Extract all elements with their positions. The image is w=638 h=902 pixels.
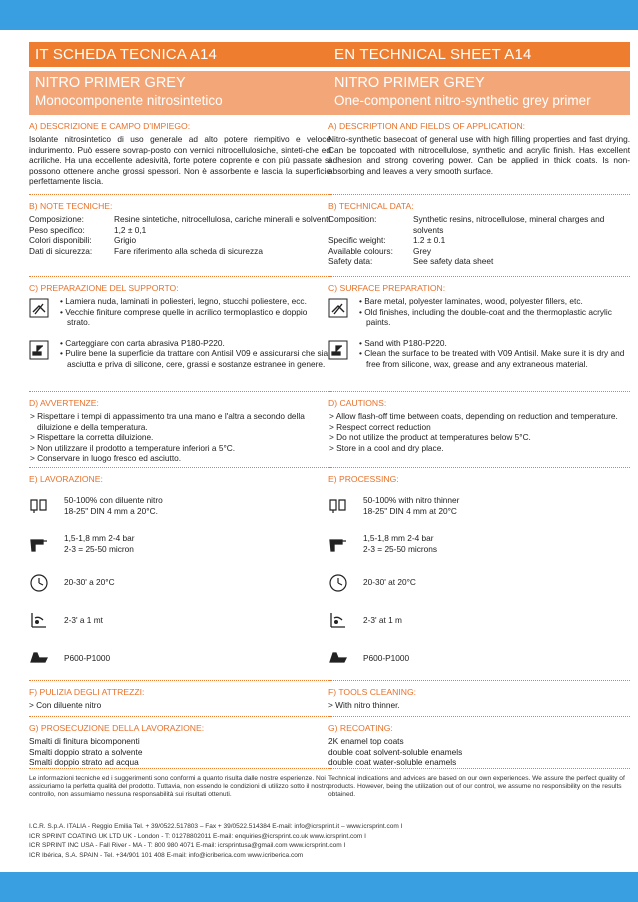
row-value: Synthetic resins, nitrocellulose, mineral charges and solvents <box>413 214 605 235</box>
row-key: Specific weight: <box>328 235 386 246</box>
sander-icon <box>29 648 49 668</box>
distance-icon <box>29 610 49 630</box>
recoat-line: Smalti doppio strato ad acqua <box>29 757 139 768</box>
row-key: Composition: <box>328 214 377 224</box>
row-key: Peso specifico: <box>29 224 85 235</box>
section-b <box>29 195 331 277</box>
surface-list <box>358 296 630 328</box>
recoat-line: Smalti doppio strato a solvente <box>29 746 143 757</box>
section-title: C) SURFACE PREPARATION: <box>328 283 446 293</box>
list-item: > Allow flash-off time between coats, depending on reduction and temperature. <box>329 411 618 421</box>
list-item: • Carteggiare con carta abrasiva P180-P220. <box>60 337 225 348</box>
table-row <box>328 235 630 246</box>
spray-gun-icon <box>29 534 49 554</box>
top-band <box>0 0 638 30</box>
list-item: > Rispettare la corretta diluizione. <box>30 432 154 443</box>
row-key: Colori disponibili: <box>29 235 92 246</box>
tech-table <box>328 214 630 267</box>
process-text: P600-P1000 <box>363 652 410 663</box>
process-row <box>328 563 630 601</box>
product-header <box>328 71 630 115</box>
viscosity-cup-icon <box>29 496 49 516</box>
list-item: • Sand with P180-P220. <box>359 337 447 348</box>
table-row <box>328 256 630 267</box>
cleaning-text: > With nitro thinner. <box>328 700 400 710</box>
cleaning-text: > Con diluente nitro <box>29 700 102 710</box>
product-name: NITRO PRIMER GREY <box>334 75 485 91</box>
list-item: • Bare metal, polyester laminates, wood, polyester fillers, etc. <box>359 296 583 306</box>
table-row <box>328 246 630 257</box>
english-column <box>328 42 630 800</box>
row-value: Grigio <box>114 235 137 246</box>
section-title: G) RECOATING: <box>328 723 393 733</box>
section-title: D) AVVERTENZE: <box>29 398 99 408</box>
table-row <box>328 214 630 235</box>
section-g <box>29 717 331 769</box>
address-line: ICR SPRINT COATING UK LTD UK - London - T: 01278802011 E-mail: enquiries@icrsprint.co.uk www.icrsprint.com I <box>29 832 366 840</box>
section-e <box>328 468 630 681</box>
process-text: P600-P1000 <box>64 652 111 663</box>
address-line: ICR SPRINT INC USA - Fall River - MA - T: 800 980 4071 E-mail: icrsprintusa@gmail.com www.icrsprint.com I <box>29 842 346 850</box>
distance-icon <box>328 610 348 630</box>
process-row <box>328 487 630 525</box>
section-b <box>328 195 630 277</box>
address-line: ICR Ibérica, S.A. SPAIN - Tel. +34/901 101 408 E-mail: info@icriberica.com www.icriberica.com <box>29 851 304 859</box>
row-value: Resine sintetiche, nitrocellulosa, cariche minerali e solventi <box>114 214 331 224</box>
list-item: • Old finishes, including the double-coat and the thermoplastic acrylic paints. <box>359 306 612 328</box>
section-c <box>328 277 630 392</box>
product-subtitle: One-component nitro-synthetic grey primer <box>334 93 591 108</box>
surface-row <box>29 296 331 328</box>
cautions-list <box>328 411 630 453</box>
section-title: E) PROCESSING: <box>328 474 399 484</box>
company-addresses <box>29 822 629 860</box>
timer-icon <box>29 572 49 592</box>
row-key: Safety data: <box>328 256 373 267</box>
sanding-list <box>358 338 630 370</box>
row-value: 1,2 ± 0,1 <box>114 224 147 235</box>
italian-column <box>29 42 331 800</box>
section-title: F) TOOLS CLEANING: <box>328 687 417 697</box>
section-a <box>328 115 630 195</box>
disclaimer: Technical indications and advices are based on our own experiences. We assure the perfect quality of products. However, being the utilization out of our control, we assume no responsibility on the results obtained. <box>328 775 625 799</box>
recoat-line: Smalti di finitura bicomponenti <box>29 736 140 746</box>
section-d <box>29 392 331 468</box>
row-value: Grey <box>413 245 431 256</box>
table-row <box>29 246 330 257</box>
section-title: B) TECHNICAL DATA: <box>328 201 414 211</box>
process-text: 20-30' at 20°C <box>363 576 416 587</box>
disclaimer: Le informazioni tecniche ed i suggerimenti sono conformi a quanto risulta dalle nostre esperienze. Noi assicuriamo la perfetta qualità del prodotto. Tuttavia, non essendo le condizioni di utilizzo sotto il nostro controllo, non assumiamo nessuna responsabilità sui risultati ottenuti. <box>29 775 330 799</box>
surface-icon <box>29 298 49 318</box>
section-title: G) PROSECUZIONE DELLA LAVORAZIONE: <box>29 723 205 733</box>
row-key: Available colours: <box>328 245 393 256</box>
process-row <box>29 601 331 639</box>
tech-table <box>29 214 330 256</box>
list-item: > Non utilizzare il prodotto a temperature inferiori a 5°C. <box>30 442 236 453</box>
sander-icon <box>328 648 348 668</box>
process-text: 1,5-1,8 mm 2-4 bar 2-3 = 25-50 micron <box>64 533 135 554</box>
timer-icon <box>328 572 348 592</box>
section-title: B) NOTE TECNICHE: <box>29 201 113 211</box>
list-item: • Clean the surface to be treated with V09 Antisil. Make sure it is dry and free from silicone, wax, grease and any extraneous material. <box>359 348 625 369</box>
section-title: A) DESCRIZIONE E CAMPO D'IMPIEGO: <box>29 121 191 131</box>
section-a <box>29 115 331 195</box>
list-item: > Conservare in luogo fresco ed asciutto. <box>30 453 182 464</box>
description-text: Isolante nitrosintetico di uso generale ad alto potere riempitivo e veloce indurimento. Può essere sovrap-posto con vernici nitrocellulosiche, sinteti-che ed acriliche. Ha una eccellente adesività, forte potere coprente e con più passate si possono ottenere anche grossi spessori. Non è assorbente e lascia la superficie perfettamente liscia. <box>29 134 331 187</box>
list-item: • Vecchie finiture comprese quelle in acrilico termoplastico e doppio strato. <box>60 306 308 328</box>
sanding-row <box>328 338 630 370</box>
bottom-blue-bar <box>0 872 638 902</box>
viscosity-cup-icon <box>328 496 348 516</box>
process-row <box>328 639 630 677</box>
section-f <box>29 681 331 717</box>
cautions-list <box>29 411 331 464</box>
surface-icon <box>328 298 348 318</box>
process-text: 2-3' a 1 mt <box>64 614 103 625</box>
section-g <box>328 717 630 769</box>
section-c <box>29 277 331 392</box>
process-row <box>328 601 630 639</box>
section-title: E) LAVORAZIONE: <box>29 474 103 484</box>
table-row <box>29 214 330 225</box>
row-key: Composizione: <box>29 214 84 224</box>
row-value: Fare riferimento alla scheda di sicurezza <box>114 245 263 256</box>
list-item: > Do not utilize the product at temperatures below 5°C. <box>329 432 531 443</box>
process-row <box>29 639 331 677</box>
section-title: A) DESCRIPTION AND FIELDS OF APPLICATION: <box>328 121 526 131</box>
table-row <box>29 235 330 246</box>
surface-list <box>59 296 331 328</box>
process-row <box>328 525 630 563</box>
product-header <box>29 71 331 115</box>
process-text: 50-100% con diluente nitro 18-25" DIN 4 mm a 20°C. <box>64 495 163 516</box>
section-f <box>328 681 630 717</box>
process-text: 1,5-1,8 mm 2-4 bar 2-3 = 25-50 microns <box>363 533 438 554</box>
process-text: 20-30' a 20°C <box>64 576 115 587</box>
sanding-list <box>59 338 331 370</box>
recoat-line: double coat water-soluble enamels <box>328 757 457 768</box>
sanding-icon <box>328 340 348 360</box>
address-line: I.C.R. S.p.A. ITALIA - Reggio Emilia Tel. + 39/0522.517803 – Fax + 39/0522.514384 E-mail: info@icrsprint.it – www.icrsprint.com I <box>29 823 403 830</box>
section-e <box>29 468 331 681</box>
sanding-icon <box>29 340 49 360</box>
surface-row <box>328 296 630 328</box>
recoat-line: double coat solvent-soluble enamels <box>328 746 463 757</box>
row-value: See safety data sheet <box>413 256 494 267</box>
product-subtitle: Monocomponente nitrosintetico <box>35 93 223 108</box>
spray-gun-icon <box>328 534 348 554</box>
process-text: 2-3' at 1 m <box>363 614 402 625</box>
section-title: D) CAUTIONS: <box>328 398 387 408</box>
recoat-line: 2K enamel top coats <box>328 736 404 746</box>
process-row <box>29 525 331 563</box>
table-row <box>29 225 330 236</box>
product-name: NITRO PRIMER GREY <box>35 75 186 91</box>
process-row <box>29 563 331 601</box>
sheet-header: IT SCHEDA TECNICA A14 <box>29 42 331 67</box>
section-title: F) PULIZIA DEGLI ATTREZZI: <box>29 687 145 697</box>
list-item: • Lamiera nuda, laminati in poliesteri, legno, stucchi poliestere, ecc. <box>60 296 307 306</box>
description-text: Nitro-synthetic basecoat of general use with high filling properties and fast drying. Can be topcoated with nitrocellulose, synthetic and acrylic finish. Has excellent adhesion and strong covering power. Can be applied in thick coats. Is non-absorbing and leaves a very smooth surface. <box>328 134 630 176</box>
section-d <box>328 392 630 468</box>
list-item: • Pulire bene la superficie da trattare con Antisil V09 e assicurarsi che sia asciutta e priva di silicone, cere, grassi e sostanze estranee in genere. <box>60 348 329 369</box>
list-item: > Respect correct reduction <box>329 421 431 432</box>
list-item: > Store in a cool and dry place. <box>329 442 444 453</box>
sheet-header: EN TECHNICAL SHEET A14 <box>328 42 630 67</box>
row-key: Dati di sicurezza: <box>29 245 93 256</box>
section-title: C) PREPARAZIONE DEL SUPPORTO: <box>29 283 179 293</box>
list-item: > Rispettare i tempi di appassimento tra una mano e l'altra a secondo della diluizione e della temperatura. <box>30 411 305 432</box>
process-row <box>29 487 331 525</box>
top-blue-bar <box>0 0 638 30</box>
row-value: 1.2 ± 0.1 <box>413 235 446 246</box>
sanding-row <box>29 338 331 370</box>
process-text: 50-100% with nitro thinner 18-25" DIN 4 mm at 20°C <box>363 495 460 516</box>
